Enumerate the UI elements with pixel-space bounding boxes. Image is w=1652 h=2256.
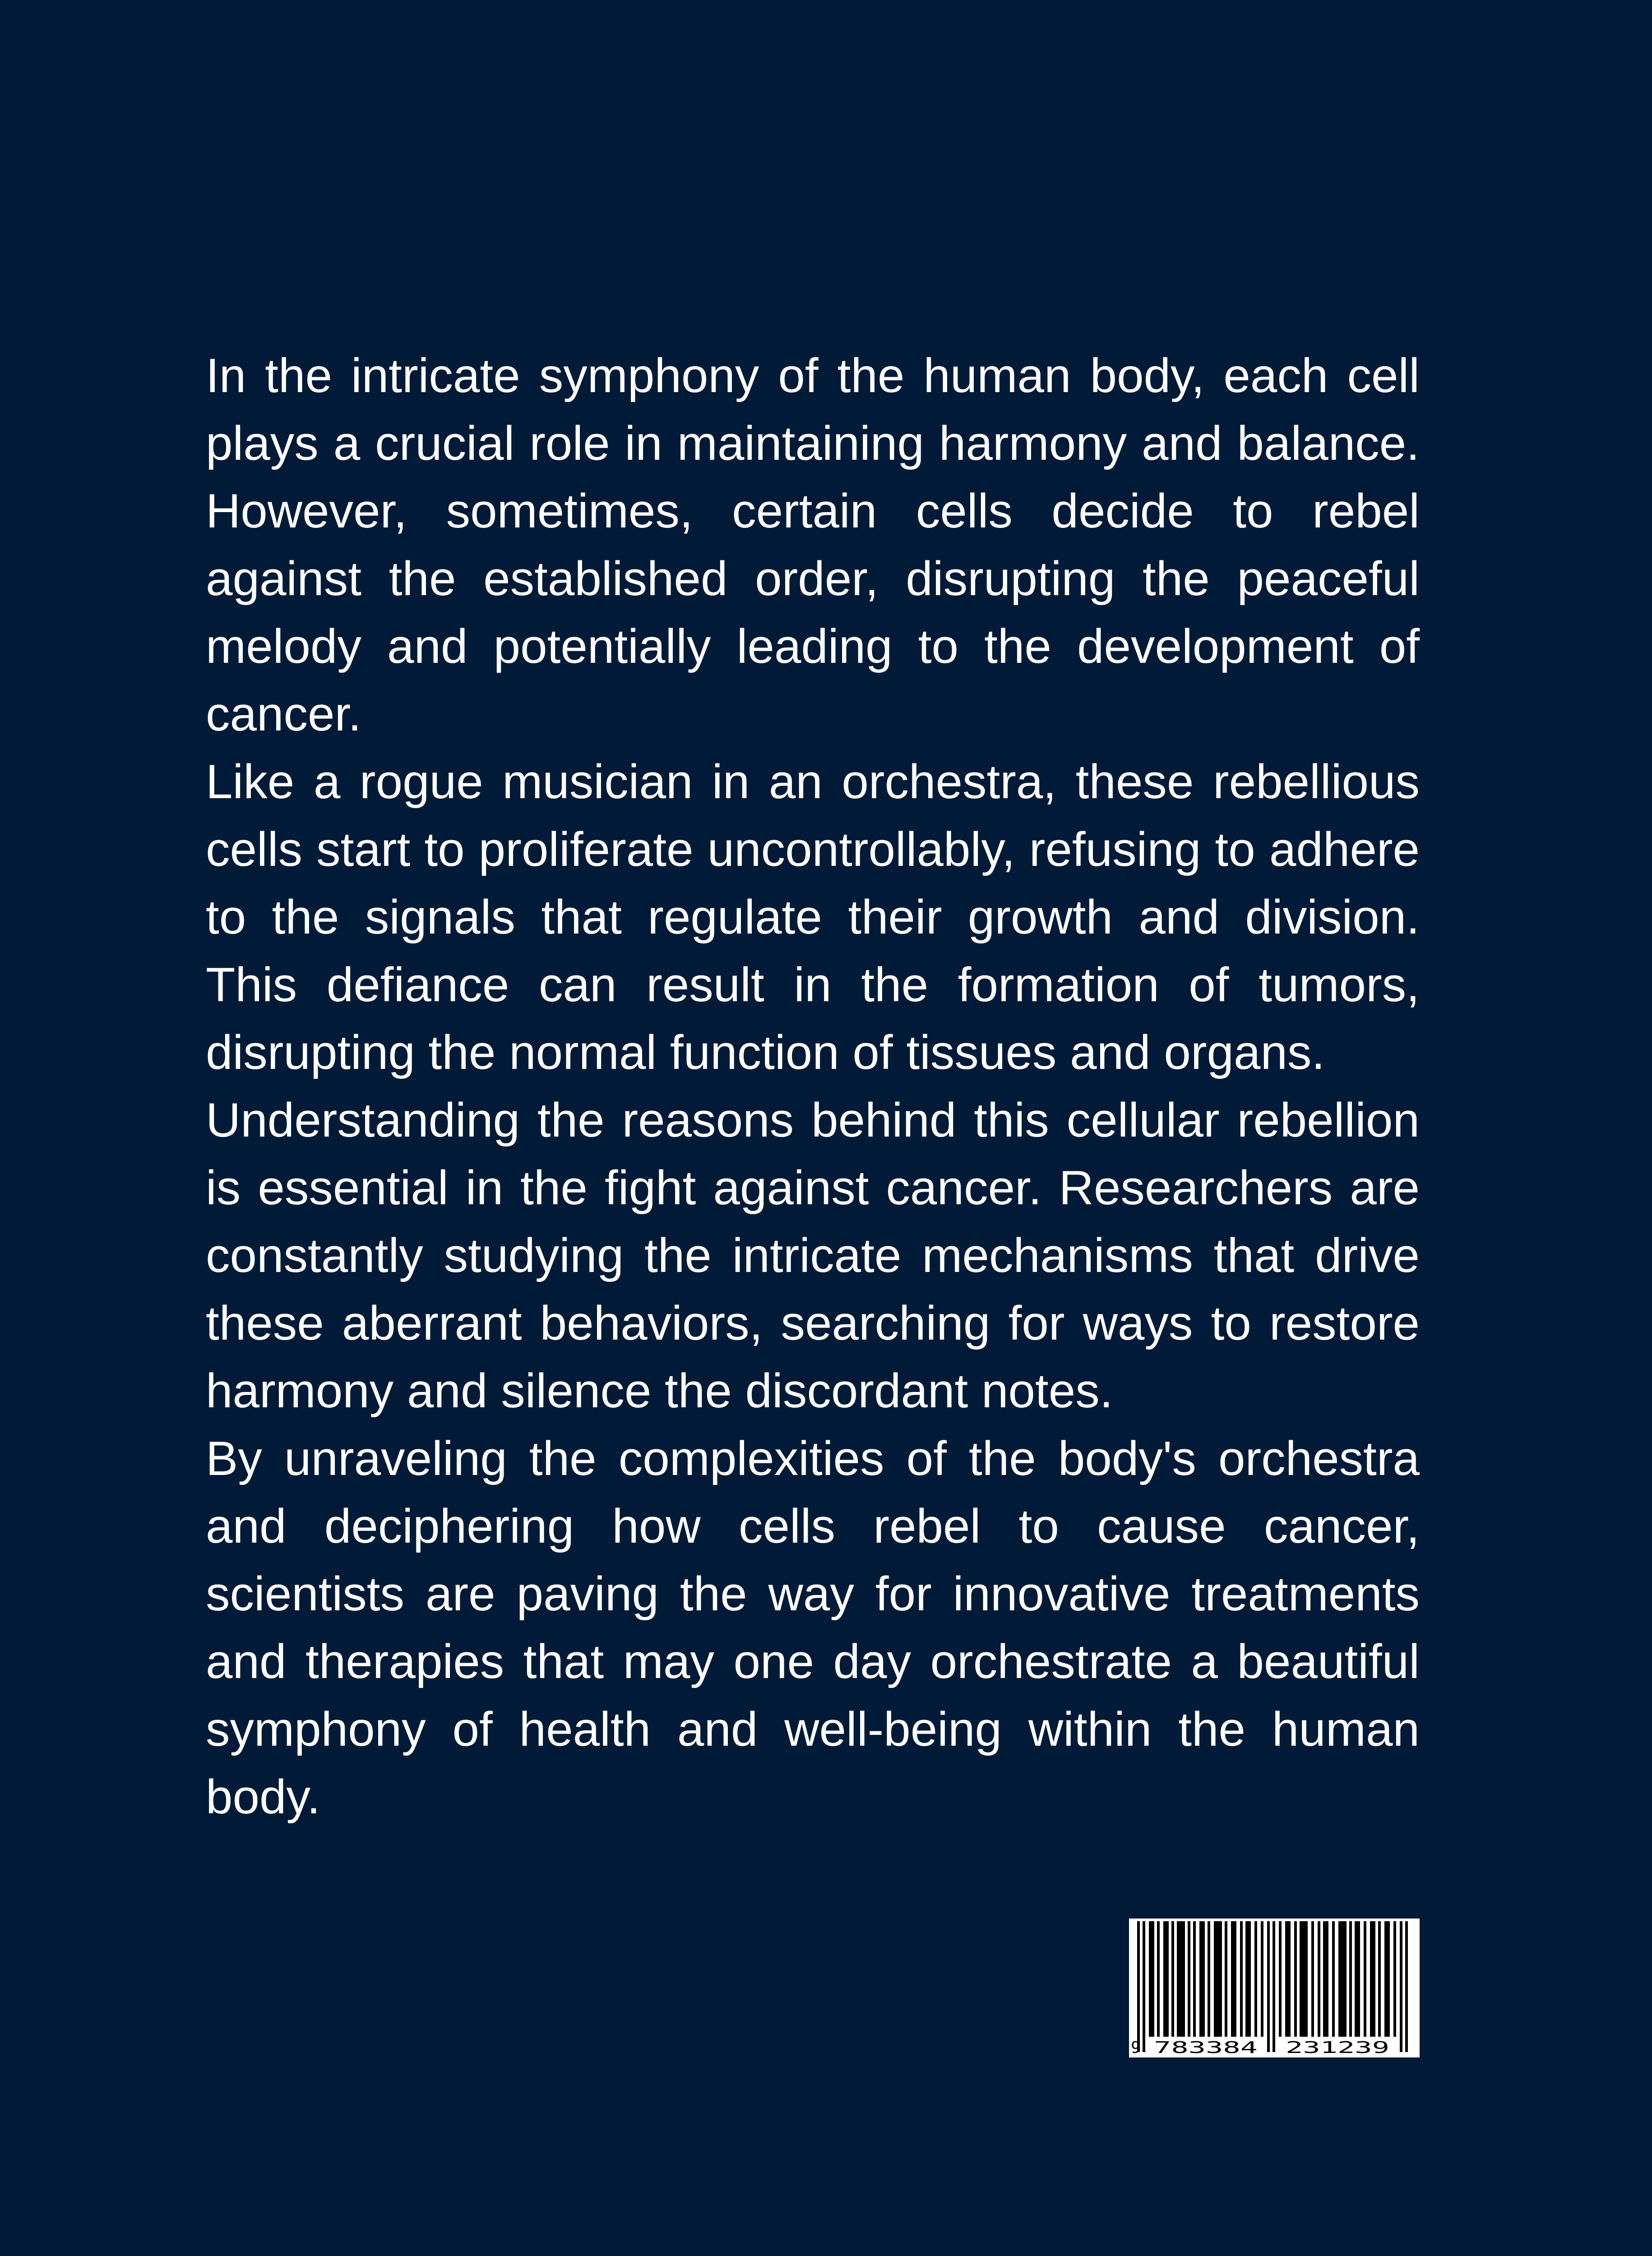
barcode-bar [1157, 1921, 1160, 2037]
barcode-bar [1364, 1921, 1366, 2037]
barcode-bar [1323, 1921, 1328, 2037]
barcode-bar [1294, 1921, 1297, 2037]
barcode-bar [1245, 1921, 1251, 2037]
barcode-graphic [1129, 1919, 1420, 2057]
barcode-left-digits: 783384 [1154, 2039, 1258, 2057]
barcode-right-digits: 231239 [1286, 2039, 1389, 2057]
barcode-bar [1405, 1921, 1408, 2052]
isbn-barcode [1129, 1919, 1420, 2057]
barcode-bar [1143, 1921, 1145, 2052]
barcode-bar [1355, 1921, 1360, 2037]
blurb-text [206, 342, 1420, 1831]
barcode-bar [1188, 1921, 1190, 2037]
barcode-bar [1267, 1921, 1270, 2052]
blurb-paragraph-3: Understanding the reasons behind this cellular rebellion is essential in the fight against cancer. Researchers are constantly studying the intricate mechanisms that drive these aberrant behaviors, searching for ways to restore harmony and silence the discordant notes. [206, 1093, 1420, 1418]
barcode-bar [1279, 1921, 1282, 2037]
barcode-bar [1193, 1921, 1196, 2037]
barcode-bar [1171, 1921, 1174, 2037]
barcode-bar [1311, 1921, 1314, 2037]
barcode-bar [1349, 1921, 1352, 2037]
barcode-bar [1400, 1921, 1402, 2052]
barcode-bar [1378, 1921, 1381, 2037]
barcode-bar [1231, 1921, 1236, 2037]
barcode-bar [1273, 1921, 1275, 2052]
barcode-bar [1370, 1921, 1375, 2037]
barcode-bar [1318, 1921, 1320, 2037]
barcode-bar [1199, 1921, 1205, 2037]
blurb-paragraph-1: In the intricate symphony of the human body, each cell plays a crucial role in maintaining harmony and balance. However, sometimes, certain cells decide to rebel against the established order, disrupting the peaceful melody and potentially leading to the development of cancer. [206, 348, 1420, 741]
blurb-paragraph-4: By unraveling the complexities of the body's orchestra and deciphering how cells rebel to cause cancer, scientists are paving the way for innovative treatments and therapies that may one day orchestrate a beautiful symphony of health and well-being within the human body. [206, 1431, 1420, 1824]
barcode-lead-digit: 9 [1131, 2039, 1141, 2057]
barcode-bar [1300, 1921, 1308, 2037]
barcode-bar [1240, 1921, 1243, 2037]
blurb-paragraph-2: Like a rogue musician in an orchestra, these rebellious cells start to proliferate uncontrollably, refusing to adhere to the signals that regulate their growth and division. This defiance can result in the formation of tumors, disrupting the normal function of tissues and organs. [206, 754, 1420, 1079]
barcode-bar [1149, 1921, 1154, 2037]
barcode-bar [1177, 1921, 1185, 2037]
barcode-bar [1137, 1921, 1140, 2052]
barcode-bar [1163, 1921, 1169, 2037]
barcode-bar [1393, 1921, 1396, 2037]
barcode-bar [1225, 1921, 1227, 2037]
barcode-bar [1285, 1921, 1291, 2037]
barcode-bar [1332, 1921, 1335, 2037]
barcode-bar [1214, 1921, 1222, 2037]
barcode-bar [1254, 1921, 1257, 2037]
barcode-bar [1384, 1921, 1390, 2037]
barcode-bar [1261, 1921, 1263, 2037]
barcode-bar [1208, 1921, 1210, 2037]
barcode-bar [1338, 1921, 1347, 2037]
